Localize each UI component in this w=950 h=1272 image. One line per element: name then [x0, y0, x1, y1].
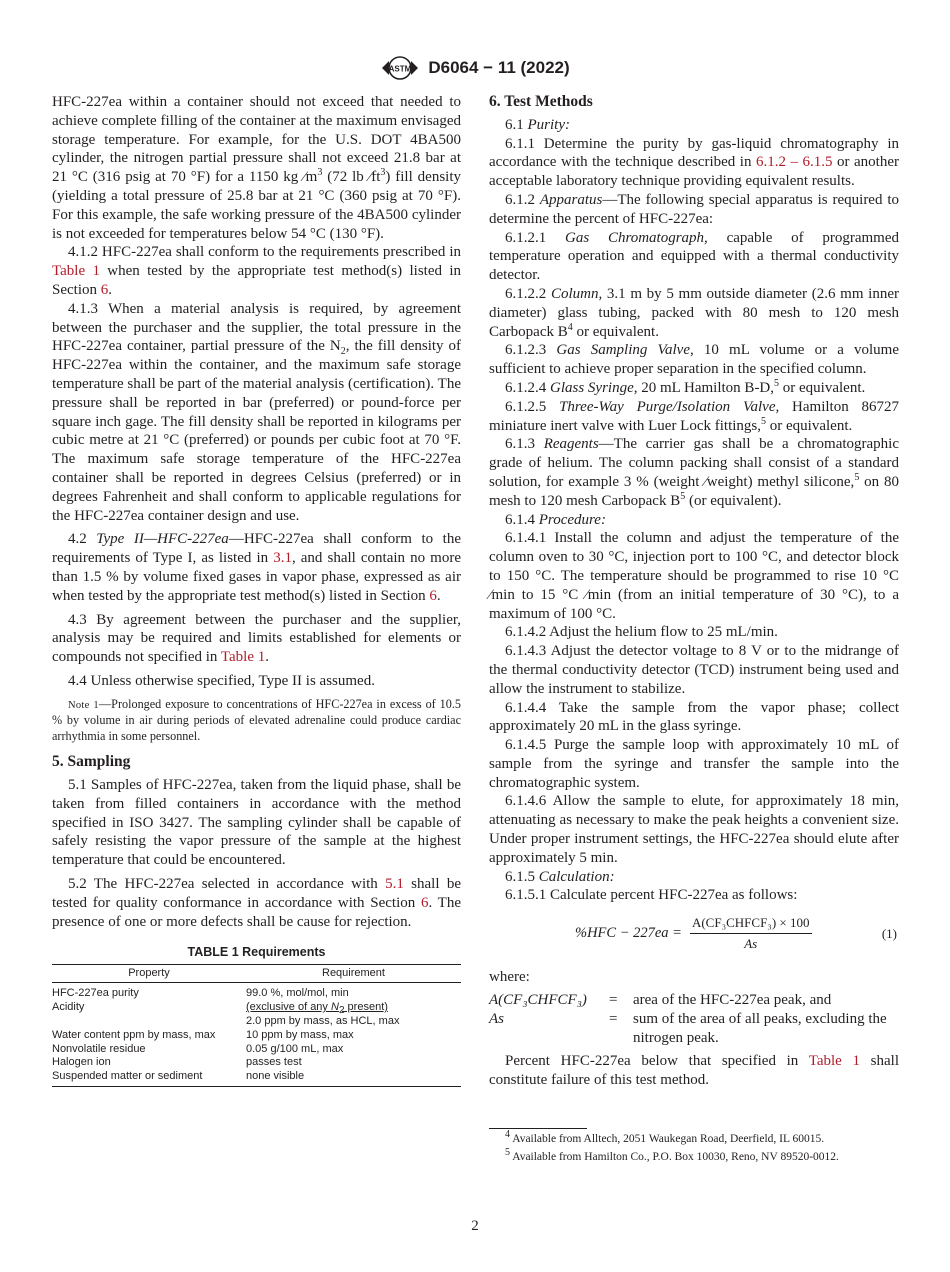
equation-number: (1) — [881, 925, 897, 941]
paragraph-5-2: 5.2 The HFC-227ea selected in accordance with 5.1 shall be tested for quality conformance in accordance with Section 6. The presence of one or more defects shall be cause for rejection. — [52, 875, 461, 930]
section-6-link[interactable]: 6 — [420, 894, 429, 911]
table-row: Water content ppm by mass, max 10 ppm by mass, max — [52, 1028, 354, 1041]
right-column — [489, 93, 899, 1164]
column-header-requirement: Requirement — [246, 965, 461, 983]
paragraph-6-1-4-2: 6.1.4.2 Adjust the helium flow to 25 mL/min. — [505, 624, 778, 641]
definition-symbol: As — [489, 1010, 504, 1027]
table-row: Nonvolatile residue 0.05 g/100 mL, max — [52, 1042, 344, 1055]
paragraph-6-1-4-6: 6.1.4.6 Allow the sample to elute, for approximately 18 min, attenuating as necessary to make the peak heights a convenient size. Under proper instrument settings, the HFC-227ea should elute after approximately 5 min. — [489, 793, 899, 866]
paragraph-6-1-2-1: 6.1.2.1 Gas Chromatograph, capable of programmed temperature operation and equipped with a thermal conductivity detector. — [489, 229, 900, 284]
definition-equals: = — [609, 1010, 618, 1027]
section-range-link[interactable]: 6.1.2 – 6.1.5 — [755, 154, 833, 171]
page-header — [0, 56, 950, 80]
paragraph-6-1-1: 6.1.1 Determine the purity by gas-liquid chromatography in accordance with the technique described in 6.1.2 – 6.1.5 or another acceptable laboratory technique providing equivalent results. — [489, 135, 899, 190]
page-number: 2 — [471, 1218, 479, 1234]
equation-lhs: %HFC − 227ea = — [575, 925, 682, 942]
paragraph-4-2: 4.2 Type II—HFC-227ea—HFC-227ea shall conform to the requirements of Type I, as listed in 3.1, and shall contain no more than 1.5 % by volume fixed gases in vapor phase, expressed as air when tested by the appropriate test method(s) listed in Section 6. — [52, 531, 461, 604]
equation-fraction — [690, 915, 812, 952]
document-designation: D6064 − 11 (2022) — [428, 58, 570, 77]
column-header-property: Property — [52, 965, 246, 983]
definition-text: sum of the area of all peaks, excluding the nitrogen peak. — [633, 1010, 887, 1046]
section-5-heading: 5. Sampling — [52, 753, 131, 771]
table-row: Acidity (exclusive of any $N_2$ present) 2.0 ppm by mass, as HCL, max — [52, 1001, 400, 1027]
paragraph-6-1-5: 6.1.5 Calculation: — [505, 868, 615, 885]
section-5-1-link[interactable]: 5.1 — [385, 875, 404, 892]
paragraph-6-1-4-3: 6.1.4.3 Adjust the detector voltage to 8 V or to the midrange of the thermal conductivity detector (TCD) instrument being used and allow the instrument to stabilize. — [489, 643, 899, 697]
table-row: Halogen ion passes test — [52, 1056, 302, 1069]
definition-text: area of the HFC-227ea peak, and — [633, 992, 832, 1009]
table-1-link[interactable]: Table 1 — [52, 263, 100, 280]
equation-denominator: As — [744, 936, 758, 952]
paragraph-4-1-2: 4.1.2 HFC-227ea shall conform to the requirements prescribed in Table 1 when tested by the appropriate test method(s) listed in Section 6. — [52, 244, 461, 298]
footnote-divider — [489, 1128, 587, 1129]
table-1-link[interactable]: Table 1 — [808, 1053, 860, 1070]
requirements-table — [52, 964, 461, 1087]
paragraph-6-1-2-4: 6.1.2.4 Glass Syringe, 20 mL Hamilton B-D,$^5$ or equivalent. — [505, 377, 866, 396]
table-1-link[interactable]: Table 1 — [220, 649, 266, 666]
paragraph-4-1-3: 4.1.3 When a material analysis is required, by agreement between the purchaser and the supplier, the total pressure in the HFC-227ea container, partial pressure of the $N_2$, the fill density of HFC-227ea within the container, and the maximum safe storage temperature shall be part of the material analysis (certification). The pressure shall be reported in bar (preferred) or pound-force per square inch gage. The fill density shall be reported in kilograms per cubic metre at 21 °C (preferred) or pounds per cubic foot at 70 °F. The maximum safe storage temperature of the HFC-227ea container shall be reported in degrees Celsius (preferred) or in degrees Fahrenheit and shall conform to applicable regulations for the HFC-227ea container design and use. — [52, 300, 461, 524]
paragraph-6-1-2-5: 6.1.2.5 Three-Way Purge/Isolation Valve, Hamilton 86727 miniature inert valve with Luer Lock fittings,$^5$ or equivalent. — [489, 398, 900, 434]
paragraph-4-4: 4.4 Unless otherwise specified, Type II is assumed. — [68, 672, 375, 689]
paragraph-4-1-1-continued: HFC-227ea within a container should not exceed that needed to achieve complete filling of the container at the maximum envisaged storage temperature. For example, for the U.S. DOT 4BA500 cylinder, the nitrogen partial pressure shall not exceed 21.8 bar at 21 °C (316 psig at 70 °F) for a 1150 kg $⁄m^3$ (72 lb $⁄ft^3$) fill density (yielding a total pressure of 25.8 bar at 21 °C (360 psig at 70 °F). For this example, the safe working pressure of the 4BA500 cylinder is not exceeded for temperatures below 54 °C (130 °F). — [52, 94, 461, 242]
where-label: where: — [489, 969, 530, 986]
paragraph-4-3: 4.3 By agreement between the purchaser and the supplier, analysis may be required and limits established for elements or compounds not specified in Table 1. — [52, 611, 461, 666]
table-row: Suspended matter or sediment none visible — [52, 1070, 461, 1086]
paragraph-6-1-3: 6.1.3 Reagents—The carrier gas shall be a chromatographic grade of helium. The column packing shall consist of a standard solution, for example 3 % (weight ⁄weight) methyl silicone,$^5$ on 80 mesh to 120 mesh Carbopack $B^5$ (or equivalent). — [489, 436, 899, 509]
paragraph-failure: Percent HFC-227ea below that specified in Table 1 shall constitute failure of this test method. — [489, 1053, 899, 1089]
paragraph-6-1-2-2: 6.1.2.2 Column, 3.1 m by 5 mm outside diameter (2.6 mm inner diameter) glass tubing, packed with 80 mesh to 120 mesh Carbopack $B^4$ or equivalent. — [489, 285, 899, 340]
section-3-1-link[interactable]: 3.1 — [273, 550, 292, 567]
footnote-4: $^4$ Available from Alltech, 2051 Waukegan Road, Deerfield, IL 60015. — [505, 1129, 825, 1146]
paragraph-6-1-4-5: 6.1.4.5 Purge the sample loop with approximately 10 mL of sample from the syringe and transfer the sample into the chromatographic system. — [489, 737, 899, 791]
paragraph-5-1: 5.1 Samples of HFC-227ea, taken from the liquid phase, shall be taken from filled containers in accordance with the method specified in ISO 3427. The sampling cylinder shall be capable of safely resisting the vapor pressure of the sample at the highest temperature that could be encountered. — [52, 777, 461, 869]
astm-logo-icon — [380, 56, 420, 80]
equation-numerator: A(CF₃CHFCF₃) × 100 — [690, 915, 812, 934]
paragraph-6-1-4-1: 6.1.4.1 Install the column and adjust the temperature of the column oven to 30 °C, injection port to 100 °C, and detector block to 150 °C. The temperature should be programmed to rise 10 °C ⁄min to 15 °C ⁄min (from an initial temperature of 30 °C), to a maximum of 100 °C. — [489, 530, 899, 622]
paragraph-6-1-4: 6.1.4 Procedure: — [505, 511, 606, 528]
footnote-5: $^5$ Available from Hamilton Co., P.O. Box 10030, Reno, NV 89520-0012. — [505, 1146, 839, 1163]
paragraph-6-1: 6.1 Purity: — [505, 116, 570, 133]
section-6-heading: 6. Test Methods — [489, 93, 593, 110]
section-6-link[interactable]: 6 — [429, 587, 437, 604]
paragraph-6-1-4-4: 6.1.4.4 Take the sample from the vapor phase; collect approximately 20 mL in the glass syringe. — [489, 699, 899, 735]
equation-1 — [489, 915, 899, 952]
variable-definitions — [489, 991, 899, 1047]
table-1-title: TABLE 1 Requirements — [187, 945, 326, 960]
section-6-link[interactable]: 6 — [100, 281, 109, 298]
paragraph-6-1-2-3: 6.1.2.3 Gas Sampling Valve, 10 mL volume or a volume sufficient to achieve proper separation in the specified column. — [489, 342, 899, 378]
definition-equals: = — [609, 992, 618, 1009]
svg-text:ASTM: ASTM — [389, 64, 412, 74]
table-row: HFC-227ea purity 99.0 %, mol/mol, min — [52, 987, 349, 1000]
paragraph-6-1-2: 6.1.2 Apparatus—The following special apparatus is required to determine the percent of HFC-227ea: — [489, 191, 900, 227]
paragraph-6-1-5-1: 6.1.5.1 Calculate percent HFC-227ea as follows: — [505, 887, 798, 904]
definition-symbol: A(CF₃CHFCF₃) — [489, 992, 587, 1009]
left-column — [52, 93, 461, 1087]
note-1: Note 1—Prolonged exposure to concentrations of HFC-227ea in excess of 10.5 % by volume in air during periods of elevated adrenaline could produce cardiac arrhythmia in some personnel. — [52, 696, 461, 743]
